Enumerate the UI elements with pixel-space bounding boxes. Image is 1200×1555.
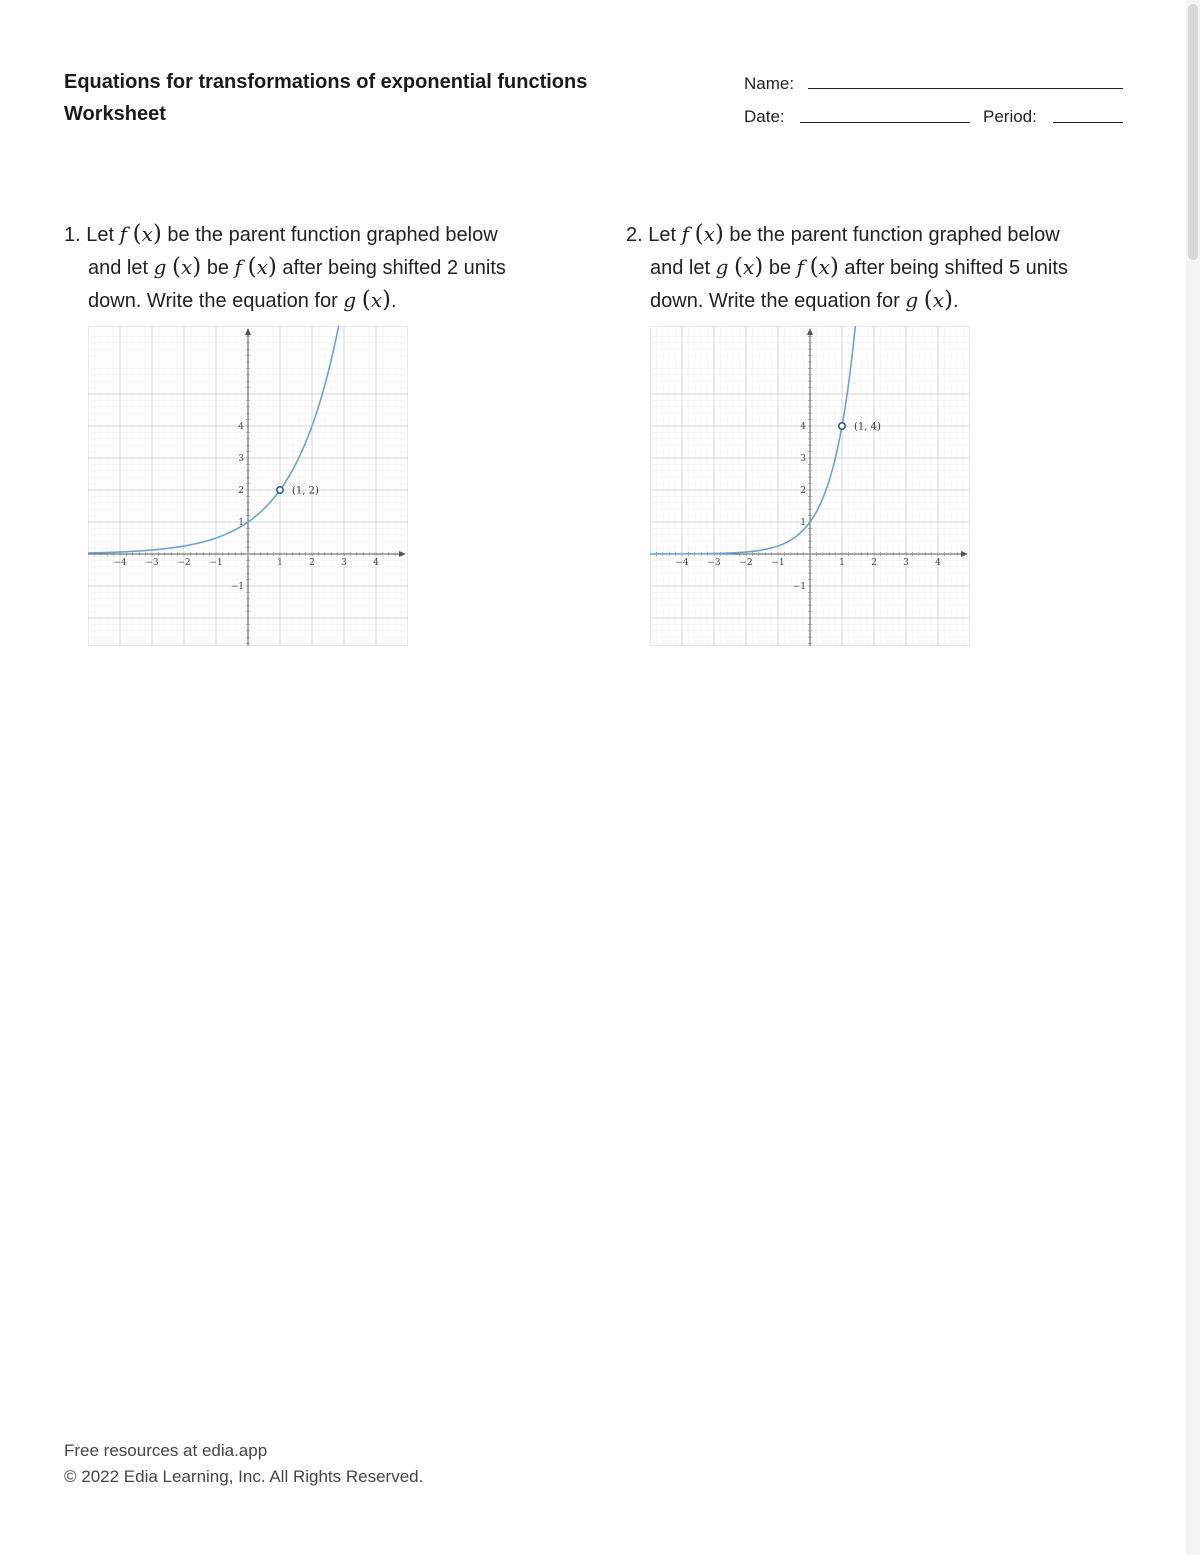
x-tick-label: 1	[277, 558, 283, 568]
y-tick-label: −1	[230, 582, 244, 592]
x-tick-label: −2	[739, 558, 753, 568]
point-marker	[277, 487, 283, 493]
date-label: Date:	[744, 107, 785, 126]
y-tick-label: 2	[238, 486, 244, 496]
y-tick-label: 4	[238, 422, 244, 432]
x-tick-label: 2	[309, 558, 315, 568]
scrollbar-thumb[interactable]	[1188, 4, 1198, 260]
period-field-line[interactable]	[1053, 122, 1123, 123]
x-tick-label: −3	[145, 558, 159, 568]
problem-2: 2. Let f (x) be the parent function graphed below and let g (x) be f (x) after being shifted 5 units down. Write the equation for g (x).	[626, 221, 1068, 313]
x-tick-label: 4	[935, 558, 941, 568]
name-label: Name:	[744, 74, 795, 93]
y-tick-label: 4	[800, 422, 806, 432]
point-marker	[839, 423, 845, 429]
problem-1: 1. Let f (x) be the parent function graphed below and let g (x) be f (x) after being shifted 2 units down. Write the equation for g (x).	[64, 221, 506, 313]
problem-number: 1.	[64, 224, 81, 246]
x-tick-label: −4	[675, 558, 689, 568]
exponential-graph-1	[88, 326, 408, 646]
exponential-graph-2	[650, 326, 970, 646]
x-tick-label: −3	[707, 558, 721, 568]
point-label: (1, 4)	[854, 421, 881, 433]
x-tick-label: 2	[871, 558, 877, 568]
x-axis-arrow	[399, 551, 406, 557]
y-tick-label: −1	[792, 582, 806, 592]
title-line-2: Worksheet	[64, 103, 166, 125]
x-tick-label: −1	[209, 558, 223, 568]
x-tick-label: −1	[771, 558, 785, 568]
footer-resources: Free resources at edia.app	[64, 1441, 268, 1460]
footer-copyright: © 2022 Edia Learning, Inc. All Rights Reserved.	[64, 1467, 424, 1486]
y-tick-label: 3	[800, 454, 806, 464]
x-axis-arrow	[961, 551, 968, 557]
scrollbar[interactable]	[1186, 0, 1200, 1555]
date-field-line[interactable]	[800, 122, 970, 123]
worksheet-title	[64, 66, 587, 130]
y-axis-arrow	[245, 328, 251, 335]
point-label: (1, 2)	[292, 485, 319, 497]
function-curve	[88, 326, 339, 553]
x-tick-label: 4	[373, 558, 379, 568]
problem-number: 2.	[626, 224, 643, 246]
y-tick-label: 1	[238, 518, 244, 528]
x-tick-label: 3	[341, 558, 347, 568]
y-axis-arrow	[807, 328, 813, 335]
y-tick-label: 2	[800, 486, 806, 496]
period-label: Period:	[983, 107, 1037, 126]
x-tick-label: −4	[113, 558, 127, 568]
title-line-1: Equations for transformations of exponential functions	[64, 71, 588, 93]
y-tick-label: 1	[800, 518, 806, 528]
name-field-line[interactable]	[808, 88, 1123, 89]
x-tick-label: 3	[903, 558, 909, 568]
footer	[64, 1438, 423, 1490]
x-tick-label: −2	[177, 558, 191, 568]
x-tick-label: 1	[839, 558, 845, 568]
y-tick-label: 3	[238, 454, 244, 464]
